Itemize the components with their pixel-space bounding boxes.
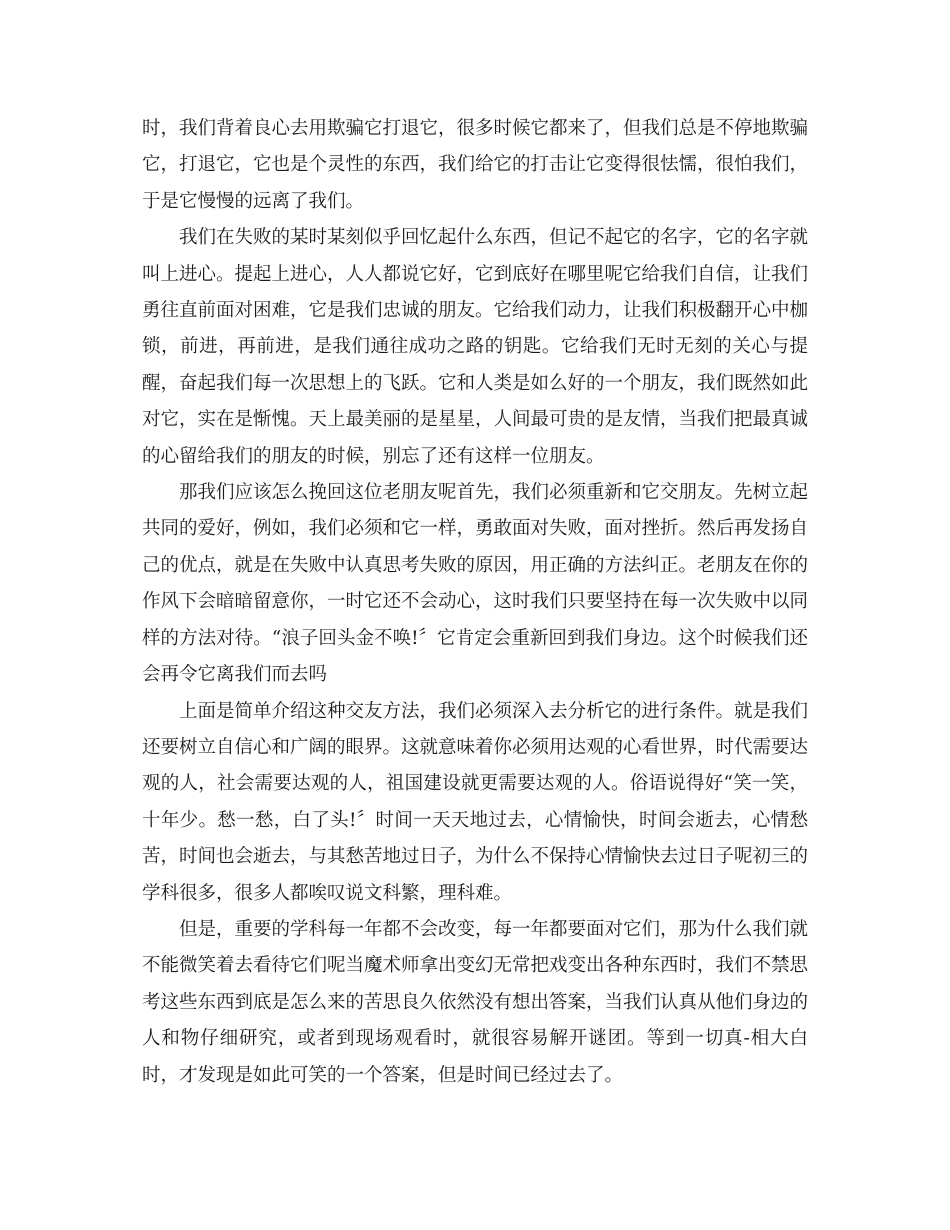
paragraph-1: 时，我们背着良心去用欺骗它打退它，很多时候它都来了，但我们总是不停地欺骗它，打退它，它也是个灵性的东西，我们给它的打击让它变得很怯懦，很怕我们，于是它慢慢的远离了我们。 [142,118,809,212]
paragraph-5: 但是，重要的学科每一年都不会改变，每一年都要面对它们，那为什么我们就不能微笑着去看待它们呢当魔术师拿出变幻无常把戏变出各种东西时，我们不禁思考这些东西到底是怎么来的苦思良久依然没有想出答案，当我们认真从他们身边的人和物仔细研究，或者到现场观看时，就很容易解开谜团。等到一切真-相大白时，才发现是如此可笑的一个答案，但是时间已经过去了。 [142,918,809,1086]
paragraph-3: 那我们应该怎么挽回这位老朋友呢首先，我们必须重新和它交朋友。先树立起共同的爱好，例如，我们必须和它一样，勇敢面对失败，面对挫折。然后再发扬自己的优点，就是在失败中认真思考失败的原因，用正确的方法纠正。老朋友在你的作风下会暗暗留意你，一时它还不会动心，这时我们只要坚持在每一次失败中以同样的方法对待。“浪子回头金不唤!〞它肯定会重新回到我们身边。这个时候我们还会再令它离我们而去吗 [142,482,809,686]
document-body [142,111,808,1094]
paragraph-2: 我们在失败的某时某刻似乎回忆起什么东西，但记不起它的名字，它的名字就叫上进心。提起上进心，人人都说它好，它到底好在哪里呢它给我们自信，让我们勇往直前面对困难，它是我们忠诚的朋友。它给我们动力，让我们积极翻开心中枷锁，前进，再前进，是我们通往成功之路的钥匙。它给我们无时无刻的关心与提醒，奋起我们每一次思想上的飞跃。它和人类是如么好的一个朋友，我们既然如此对它，实在是惭愧。天上最美丽的是星星，人间最可贵的是友情，当我们把最真诚的心留给我们的朋友的时候，别忘了还有这样一位朋友。 [142,227,809,467]
paragraph-4: 上面是简单介绍这种交友方法，我们必须深入去分析它的进行条件。就是我们还要树立自信心和广阔的眼界。这就意味着你必须用达观的心看世界，时代需要达观的人，社会需要达观的人，祖国建设就更需要达观的人。俗语说得好“笑一笑，十年少。愁一愁，白了头!〞时间一天天地过去，心情愉快，时间会逝去，心情愁苦，时间也会逝去，与其愁苦地过日子，为什么不保持心情愉快去过日子呢初三的学科很多，很多人都唉叹说文科繁，理科难。 [142,700,809,904]
